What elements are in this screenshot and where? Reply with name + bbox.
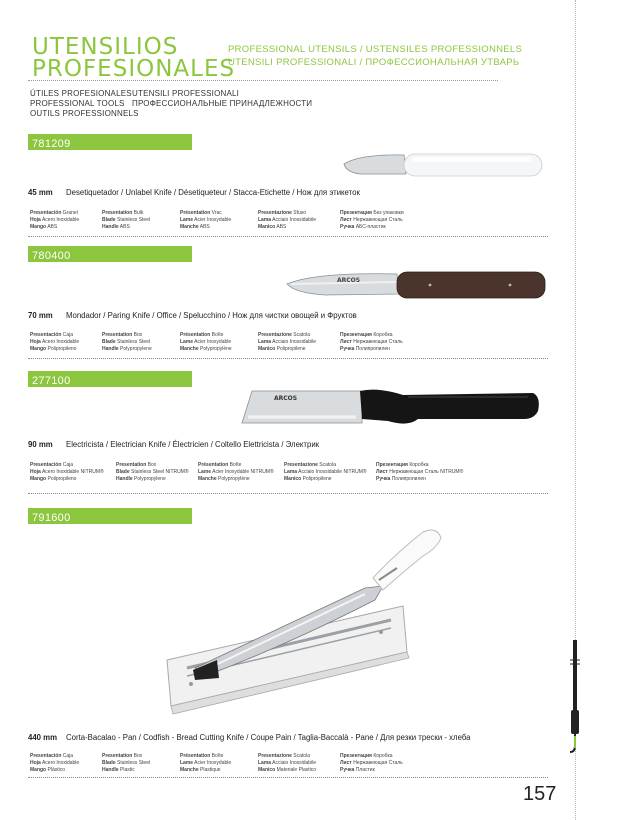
product-size: 440 mm xyxy=(28,733,58,742)
page-title-line1: UTENSILIOS xyxy=(32,34,179,60)
brand-logo-text: ARCOS xyxy=(337,277,361,284)
thermometer-icon xyxy=(566,640,584,755)
spec-it: Presentazione Scatola Lama Acciaio Inossidabile Manico Polipropilene xyxy=(258,332,317,352)
product-code: 791600 xyxy=(32,512,71,524)
product-desc-text: Corta-Bacalao - Pan / Codfish - Bread Cutting Knife / Coupe Pain / Taglia-Baccalà - Pane / Для резки трески - хлеба xyxy=(66,733,471,742)
spec-ru: Презентация Коробка Лист Нержавеющая Сталь Ручка Полипропилен xyxy=(340,332,403,352)
product-desc-text: Mondador / Paring Knife / Office / Spelucchino / Нож для чистки овощей и Фруктов xyxy=(66,311,357,320)
category-right-2: ПРОФЕССИОНАЛЬНЫЕ ПРИНАДЛЕЖНОСТИ xyxy=(132,99,313,108)
section-divider xyxy=(28,777,548,778)
product-desc-text: Desetiquetador / Unlabel Knife / Désetiqueteur / Stacca-Etichette / Нож для этикеток xyxy=(66,188,360,197)
spec-ru: Презентация Коробка Лист Нержавеющая Сталь NITRUM® Ручка Полипропилен xyxy=(376,462,464,482)
spec-en: Presentation Box Blade Stainless Steel NITRUM® Handle Polypropylene xyxy=(116,462,189,482)
header-divider xyxy=(28,80,498,81)
spec-it: Presentazione Scatola Lama Acciaio Inossidabile Manico Materiale Plastico xyxy=(258,753,317,773)
product-description xyxy=(28,311,357,320)
section-divider xyxy=(28,493,548,494)
product-code: 780400 xyxy=(32,250,71,262)
product-code-bar xyxy=(28,246,192,262)
spec-it: Presentazione Scatola Lama Acciaio Inossidabile NITRUM® Manico Polipropilene xyxy=(284,462,367,482)
spec-en: Presentation Box Blade Stainless Steel Handle Plastic xyxy=(102,753,151,773)
product-code: 781209 xyxy=(32,138,71,150)
section-divider xyxy=(28,236,548,237)
unlabel-knife-image xyxy=(340,150,545,182)
spec-es: Presentación Granel Hoja Acero Inoxidable Mango ABS xyxy=(30,210,80,230)
spec-it: Presentazione Sfuso Lama Acciaio Inossidabile Manico ABS xyxy=(258,210,317,230)
product-description xyxy=(28,188,360,197)
codfish-bread-cutter-image xyxy=(165,520,450,720)
spec-fr: Présentation Boîte Lame Acier Inoxydable Manche Plastique xyxy=(180,753,232,773)
page-number: 157 xyxy=(523,783,557,805)
category-left-2: PROFESSIONAL TOOLS xyxy=(30,99,125,108)
product-desc-text: Electricista / Electrician Knife / Électricien / Coltello Elettricista / Электрик xyxy=(66,440,320,449)
spec-fr: Présentation Vrac Lame Acier Inoxydable Manche ABS xyxy=(180,210,232,230)
category-left-3: OUTILS PROFESSIONNELS xyxy=(30,109,139,118)
product-size: 70 mm xyxy=(28,311,53,320)
spec-fr: Présentation Boîte Lame Acier Inoxydable Manche Polypropylène xyxy=(180,332,232,352)
product-size: 45 mm xyxy=(28,188,53,197)
spec-ru: Презентация Коробка Лист Нержавеющая Сталь Ручка Пластик xyxy=(340,753,403,773)
spec-es: Presentación Caja Hoja Acero Inoxidable NITRUM® Mango Polipropileno xyxy=(30,462,104,482)
category-right-1: UTENSILI PROFESSIONALI xyxy=(132,89,240,98)
spec-en: Presentation Bulk Blade Stainless Steel Handle ABS xyxy=(102,210,151,230)
page-subtitle-line1: PROFESSIONAL UTENSILS / USTENSILES PROFESSIONNELS xyxy=(228,44,523,55)
product-description xyxy=(28,733,470,742)
electrician-knife-image xyxy=(238,385,543,427)
product-size: 90 mm xyxy=(28,440,53,449)
page-subtitle-line2: UTENSILI PROFESSIONALI / ПРОФЕССИОНАЛЬНАЯ УТВАРЬ xyxy=(228,57,520,68)
spec-fr: Présentation Boîte Lame Acier Inoxydable NITRUM® Manche Polypropylène xyxy=(198,462,274,482)
product-code-bar xyxy=(28,134,192,150)
brand-logo-text: ARCOS xyxy=(274,395,298,402)
paring-knife-image xyxy=(285,268,547,304)
spec-ru: Презентация Без упаковки Лист Нержавеющая Сталь Ручка АБС-пластик xyxy=(340,210,404,230)
spec-es: Presentación Caja Hoja Acero Inoxidable Mango Plástico xyxy=(30,753,80,773)
page-title-line2: PROFESIONALES xyxy=(32,56,236,82)
category-left-1: ÚTILES PROFESIONALES xyxy=(30,89,132,98)
product-code-bar xyxy=(28,371,192,387)
product-description xyxy=(28,440,319,449)
spec-es: Presentación Caja Hoja Acero Inoxidable Mango Polipropileno xyxy=(30,332,80,352)
spec-en: Presentation Box Blade Stainless Steel Handle Polypropylene xyxy=(102,332,152,352)
section-divider xyxy=(28,358,548,359)
product-code: 277100 xyxy=(32,375,71,387)
